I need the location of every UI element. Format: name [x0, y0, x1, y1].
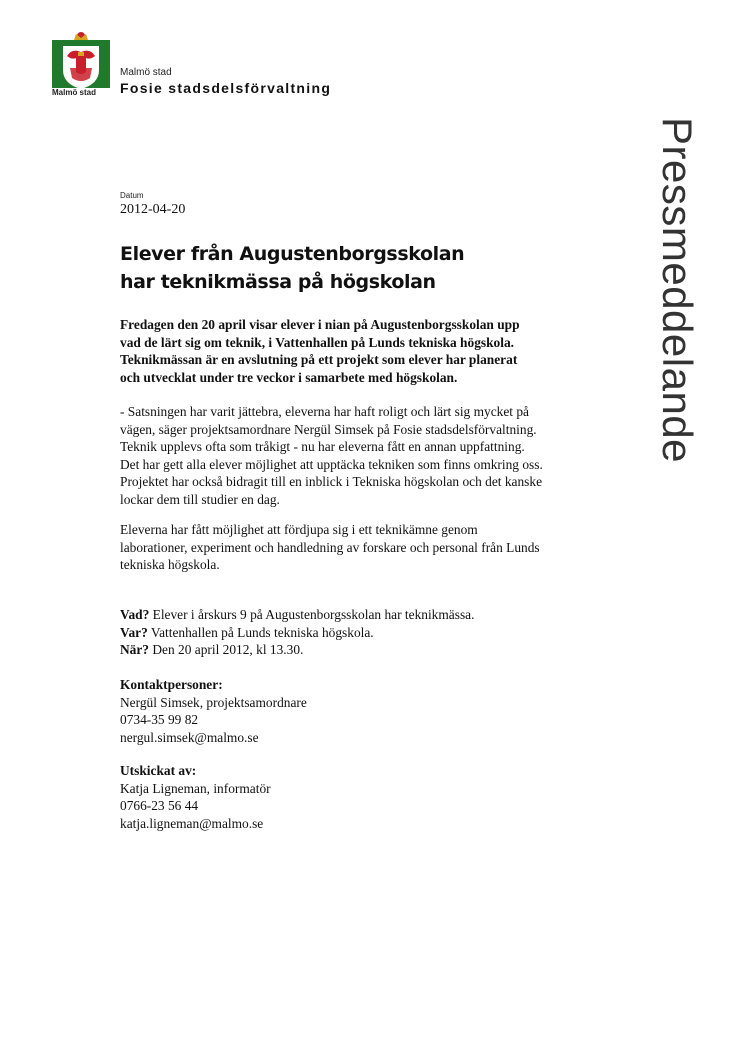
event-when — [120, 641, 580, 659]
lead-line: Fredagen den 20 april visar elever i nian på Augustenborgsskolan upp — [120, 317, 520, 332]
paragraph-line: tekniska högskola. — [120, 557, 220, 573]
paragraph-line: Teknik upplevs ofta som tråkigt - nu har eleverna fått en annan uppfattning. — [120, 439, 525, 455]
paragraph-line: laborationer, experiment och handledning av forskare och personal från Lunds — [120, 539, 540, 555]
paragraph-line: Projektet har också bidragit till en inblick i Tekniska högskolan och det kanske — [120, 474, 543, 490]
body-paragraph-1 — [120, 403, 580, 509]
lead-paragraph — [120, 316, 580, 386]
what-value: Elever i årskurs 9 på Augustenborgsskolan har teknikmässa. — [152, 607, 475, 622]
paragraph-line: vägen, säger projektsamordnare Nergül Simsek på Fosie stadsdelsförvaltning. — [120, 421, 537, 437]
contact-phone: 0734-35 99 82 — [120, 712, 199, 728]
event-what — [120, 606, 580, 624]
press-release-vertical-label: Pressmeddelande — [654, 117, 701, 464]
what-label: Vad? — [120, 607, 150, 622]
event-info — [120, 606, 580, 659]
logo-caption: Malmö stad — [52, 88, 97, 97]
contact-email: nergul.simsek@malmo.se — [120, 729, 259, 745]
sender-phone: 0766-23 56 44 — [120, 798, 199, 814]
lead-line: vad de lärt sig om teknik, i Vattenhallen på Lunds tekniska högskola. — [120, 334, 515, 350]
paragraph-line: Det har gett alla elever möjlighet att upptäcka tekniken som finns omkring oss. — [120, 456, 543, 472]
org-name: Fosie stadsdelsförvaltning — [120, 80, 332, 96]
lead-line: Teknikmässan är en avslutning på ett projekt som elever har planerat — [120, 352, 518, 368]
contact-heading: Kontaktpersoner: — [120, 677, 223, 692]
sender-block — [120, 762, 580, 832]
paragraph-line: - Satsningen har varit jättebra, eleverna har haft roligt och lärt sig mycket på — [120, 404, 530, 419]
sender-heading: Utskickat av: — [120, 763, 197, 778]
where-value: Vattenhallen på Lunds tekniska högskola. — [150, 624, 374, 640]
org-city: Malmö stad — [120, 67, 172, 78]
paragraph-line: lockar dem till studier en dag. — [120, 491, 280, 507]
when-value: Den 20 april 2012, kl 13.30. — [152, 642, 304, 658]
event-where — [120, 624, 580, 642]
headline-line: har teknikmässa på högskolan — [120, 271, 436, 293]
headline — [120, 240, 600, 296]
body-paragraph-2 — [120, 521, 580, 574]
sender-name: Katja Ligneman, informatör — [120, 780, 271, 796]
lead-line: och utvecklat under tre veckor i samarbete med högskolan. — [120, 369, 458, 385]
contact-block — [120, 676, 580, 746]
date-value: 2012-04-20 — [120, 202, 186, 217]
when-label: När? — [120, 642, 150, 658]
where-label: Var? — [120, 624, 148, 640]
date-label: Datum — [120, 191, 144, 200]
sender-email: katja.ligneman@malmo.se — [120, 815, 264, 831]
headline-line: Elever från Augustenborgsskolan — [120, 243, 465, 265]
paragraph-line: Eleverna har fått möjlighet att fördjupa sig i ett teknikämne genom — [120, 522, 478, 537]
contact-name: Nergül Simsek, projektsamordnare — [120, 694, 307, 710]
